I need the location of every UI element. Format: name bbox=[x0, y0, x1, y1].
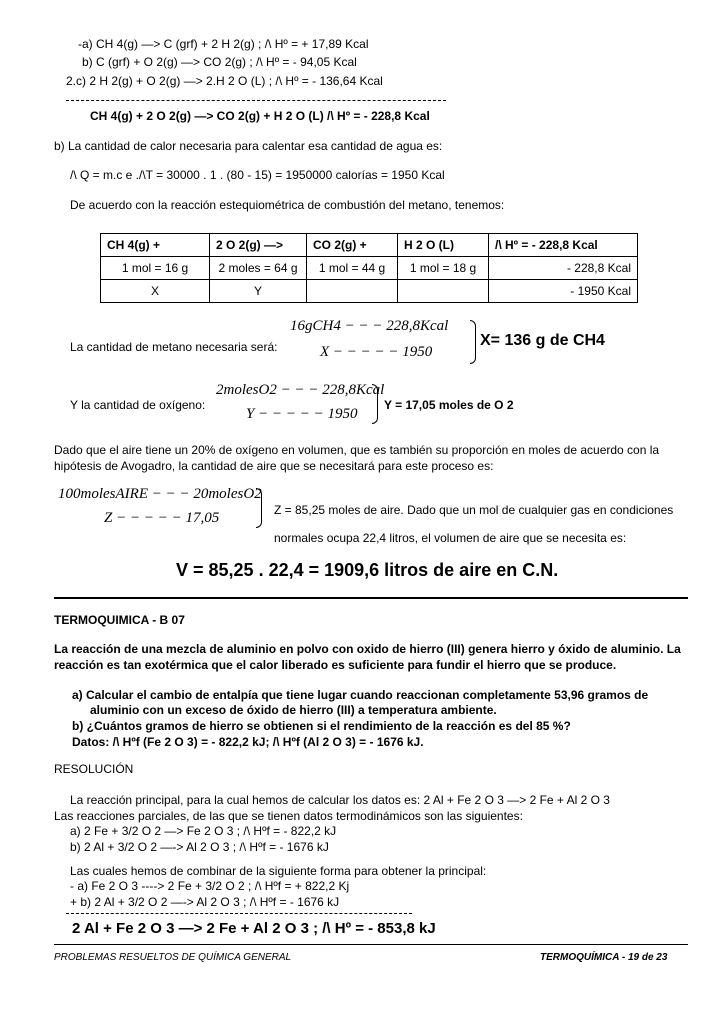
resolution-line: b) 2 Al + 3/2 O 2 —-> Al 2 O 3 ; /\ Hºf = - 1676 kJ bbox=[70, 840, 329, 854]
table-cell bbox=[398, 280, 489, 303]
heat-formula: /\ Q = m.c e ./\T = 30000 . 1 . (80 - 15) = 1950000 calorías = 1950 Kcal bbox=[70, 168, 445, 182]
methane-result: X= 136 g de CH4 bbox=[480, 332, 605, 349]
table-cell: 1 mol = 18 g bbox=[398, 257, 489, 280]
table-row bbox=[101, 234, 638, 257]
methane-top: 16gCH4 − − − 228,8Kcal bbox=[290, 318, 449, 334]
table-cell: 2 moles = 64 g bbox=[210, 257, 307, 280]
question-a: a) Calcular el cambio de entalpía que tiene lugar cuando reaccionan completamente 53,96 gramos de bbox=[72, 688, 649, 702]
footer-rule bbox=[54, 944, 688, 945]
resolution-line: La reacción principal, para la cual hemos de calcular los datos es: 2 Al + Fe 2 O 3 —> 2 Fe + Al 2 O 3 bbox=[70, 793, 610, 807]
table-cell: - 228,8 Kcal bbox=[489, 257, 638, 280]
table-cell: CO 2(g) + bbox=[307, 234, 398, 257]
table-cell: 1 mol = 44 g bbox=[307, 257, 398, 280]
footer-left: PROBLEMAS RESUELTOS DE QUÍMICA GENERAL bbox=[54, 952, 292, 963]
brace bbox=[470, 320, 476, 364]
table-row bbox=[101, 257, 638, 280]
table-cell: 2 O 2(g) —> bbox=[210, 234, 307, 257]
air-intro: Dado que el aire tiene un 20% de oxígeno en volumen, que es también su proporción en moles de acuerdo con la hipótesis de Avogadro, la cantidad de aire que se necesitará para este proceso es: bbox=[54, 443, 660, 473]
oxygen-top: 2molesO2 − − − 228,8Kcal bbox=[216, 382, 385, 398]
table-cell: CH 4(g) + bbox=[101, 234, 210, 257]
table-cell bbox=[307, 280, 398, 303]
brace bbox=[256, 488, 262, 528]
problem-statement: La reacción de una mezcla de aluminio en polvo con oxido de hierro (III) genera hierro y óxido de aluminio. La reacción es tan exotérmica que el calor liberado es suficiente para fundir el hierro que se produce. bbox=[54, 642, 681, 672]
section-divider bbox=[54, 597, 688, 599]
table-cell: X bbox=[101, 280, 210, 303]
table-cell: 1 mol = 16 g bbox=[101, 257, 210, 280]
table-cell: Y bbox=[210, 280, 307, 303]
problem-title: TERMOQUIMICA - B 07 bbox=[54, 613, 185, 627]
equation-b: b) C (grf) + O 2(g) —> CO 2(g) ; /\ Hº = - 94,05 Kcal bbox=[82, 55, 357, 69]
part-b-heading: b) La cantidad de calor necesaria para calentar esa cantidad de agua es: bbox=[54, 139, 443, 153]
question-a-cont: aluminio con un exceso de óxido de hierro (III) a temperatura ambiente. bbox=[90, 703, 497, 717]
resolution-heading: RESOLUCIÓN bbox=[54, 762, 134, 776]
table-cell: /\ Hº = - 228,8 Kcal bbox=[489, 234, 638, 257]
equation-total: CH 4(g) + 2 O 2(g) —> CO 2(g) + H 2 O (L) /\ Hº = - 228,8 Kcal bbox=[90, 109, 430, 123]
resolution-line: + b) 2 Al + 3/2 O 2 —-> Al 2 O 3 ; /\ Hºf = - 1676 kJ bbox=[70, 895, 340, 909]
brace bbox=[372, 384, 378, 424]
separator-line bbox=[66, 913, 412, 914]
table-cell: H 2 O (L) bbox=[398, 234, 489, 257]
air-result: V = 85,25 . 22,4 = 1909,6 litros de aire en C.N. bbox=[176, 560, 559, 580]
air-bottom: Z − − − − − 17,05 bbox=[104, 510, 220, 526]
stoich-intro: De acuerdo con la reacción estequiométrica de combustión del metano, tenemos: bbox=[70, 198, 505, 212]
oxygen-bottom: Y − − − − − 1950 bbox=[246, 406, 358, 422]
question-b: b) ¿Cuántos gramos de hierro se obtienen si el rendimiento de la reacción es del 85 %? bbox=[72, 719, 571, 733]
air-text-1: Z = 85,25 moles de aire. Dado que un mol de cualquier gas en condiciones bbox=[274, 503, 674, 517]
final-equation: 2 Al + Fe 2 O 3 —> 2 Fe + Al 2 O 3 ; /\ Hº = - 853,8 kJ bbox=[72, 920, 436, 937]
resolution-line: Las reacciones parciales, de las que se tienen datos termodinámicos son las siguientes: bbox=[54, 809, 523, 823]
stoich-table bbox=[100, 233, 638, 303]
footer-right: TERMOQUÍMICA - 19 de 23 bbox=[540, 952, 668, 963]
air-top: 100molesAIRE − − − 20molesO2 bbox=[58, 486, 262, 502]
oxygen-result: Y = 17,05 moles de O 2 bbox=[384, 398, 514, 412]
oxygen-label: Y la cantidad de oxígeno: bbox=[70, 398, 206, 412]
equation-c: 2.c) 2 H 2(g) + O 2(g) —> 2.H 2 O (L) ; /\ Hº = - 136,64 Kcal bbox=[66, 74, 383, 88]
resolution-line: Las cuales hemos de combinar de la siguiente forma para obtener la principal: bbox=[70, 864, 487, 878]
air-text-2: normales ocupa 22,4 litros, el volumen de aire que se necesita es: bbox=[274, 531, 627, 545]
table-row bbox=[101, 280, 638, 303]
data-line: Datos: /\ Hºf (Fe 2 O 3) = - 822,2 kJ; /\ Hºf (Al 2 O 3) = - 1676 kJ. bbox=[72, 735, 424, 749]
resolution-line: - a) Fe 2 O 3 ----> 2 Fe + 3/2 O 2 ; /\ Hºf = + 822,2 Kj bbox=[70, 879, 350, 893]
methane-bottom: X − − − − − 1950 bbox=[320, 344, 433, 360]
methane-label: La cantidad de metano necesaria será: bbox=[70, 340, 278, 354]
separator-line bbox=[66, 100, 446, 101]
resolution-line: a) 2 Fe + 3/2 O 2 —> Fe 2 O 3 ; /\ Hºf = - 822,2 kJ bbox=[70, 824, 337, 838]
equation-a: -a) CH 4(g) —> C (grf) + 2 H 2(g) ; /\ Hº = + 17,89 Kcal bbox=[78, 37, 369, 51]
table-cell: - 1950 Kcal bbox=[489, 280, 638, 303]
